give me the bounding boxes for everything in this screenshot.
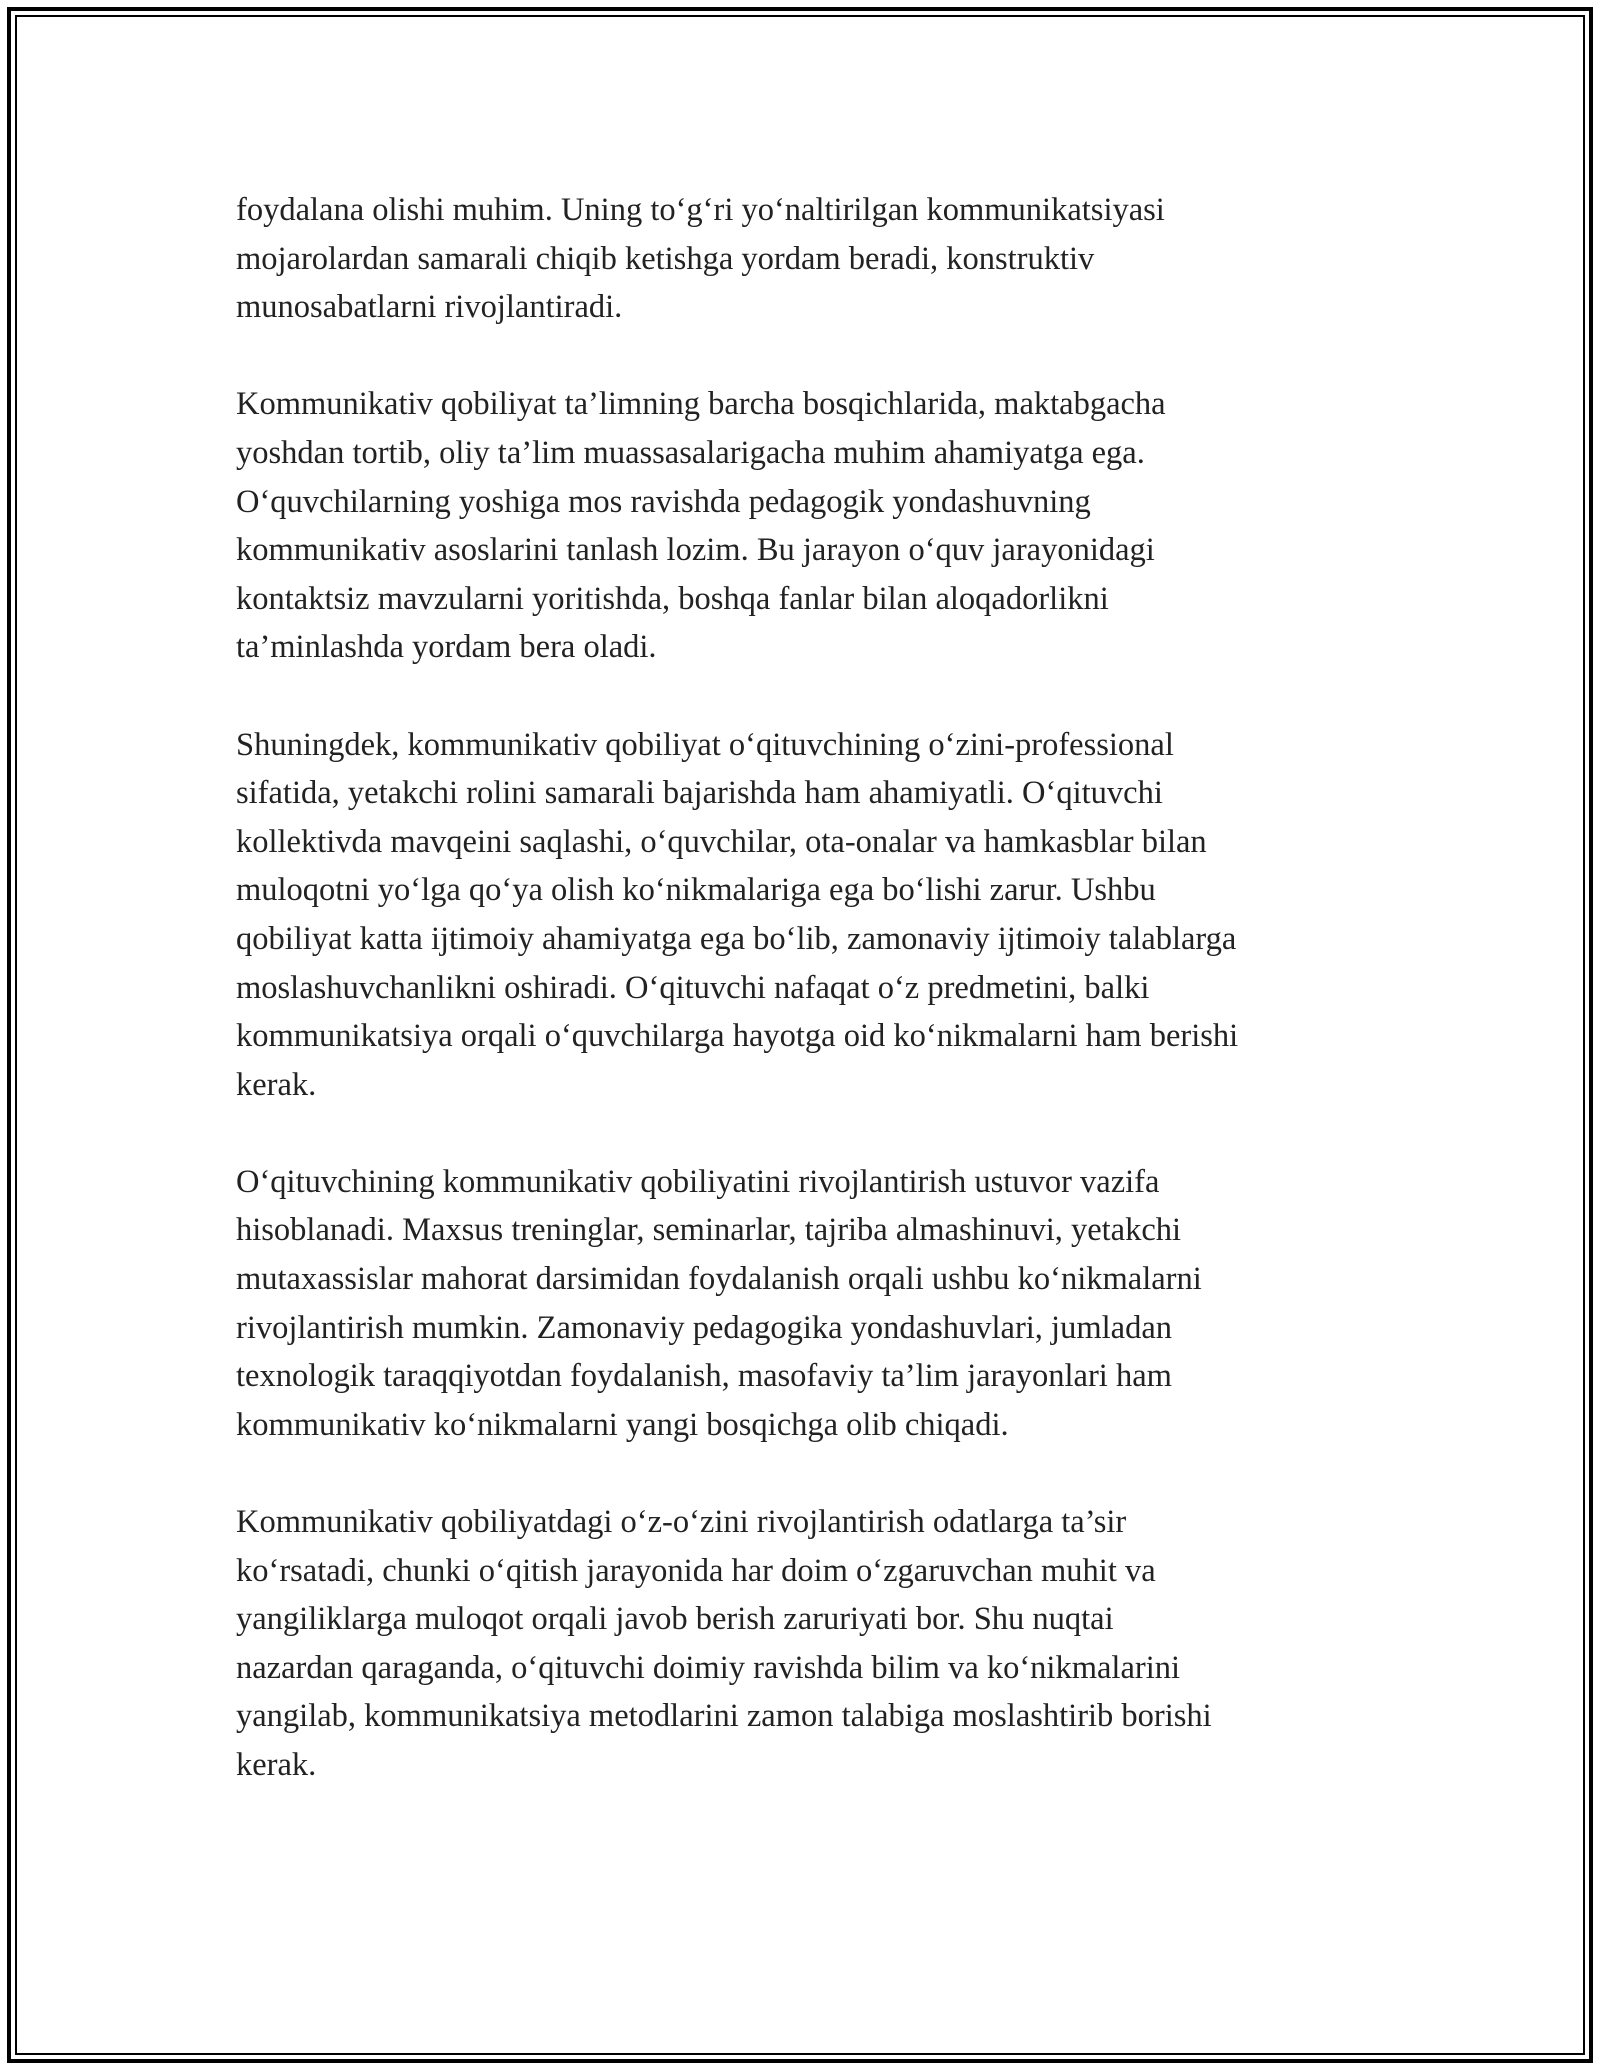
text-line: mutaxassislar mahorat darsimidan foydalanish orqali ushbu ko‘nikmalarni [236,1261,1202,1298]
text-line: mojarolardan samarali chiqib ketishga yordam beradi, konstruktiv [236,240,1095,277]
text-line: qobiliyat katta ijtimoiy ahamiyatga ega bo‘lib, zamonaviy ijtimoiy talablarga [236,920,1237,957]
text-line: kontaktsiz mavzularni yoritishda, boshqa fanlar bilan aloqadorlikni [236,580,1109,617]
paragraph-5 [236,1498,1376,1790]
text-line: Kommunikativ qobiliyatdagi o‘z-o‘zini rivojlantirish odatlarga ta’sir [236,1504,1127,1541]
document-body [236,186,1376,1838]
text-line: O‘quvchilarning yoshiga mos ravishda pedagogik yondashuvning [236,483,1091,520]
text-line: kommunikativ ko‘nikmalarni yangi bosqichga olib chiqadi. [236,1406,1009,1443]
paragraph-1 [236,186,1376,332]
paragraph-4 [236,1158,1376,1450]
paragraph-2 [236,380,1376,672]
text-line: nazardan qaraganda, o‘qituvchi doimiy ravishda bilim va ko‘nikmalarini [236,1649,1181,1686]
text-line: muloqotni yo‘lga qo‘ya olish ko‘nikmalariga ega bo‘lishi zarur. Ushbu [236,872,1156,909]
text-line: kerak. [236,1747,317,1783]
text-line: rivojlantirish mumkin. Zamonaviy pedagogika yondashuvlari, jumladan [236,1309,1172,1346]
text-line: ta’minlashda yordam bera oladi. [236,629,657,666]
text-line: kommunikatsiya orqali o‘quvchilarga hayotga oid ko‘nikmalarni ham berishi [236,1018,1239,1055]
text-line: yangiliklarga muloqot orqali javob berish zaruriyati bor. Shu nuqtai [236,1601,1114,1638]
text-line: foydalana olishi muhim. Uning to‘g‘ri yo‘naltirilgan kommunikatsiyasi [236,192,1165,228]
text-line: kerak. [236,1066,317,1103]
text-line: Kommunikativ qobiliyat ta’limning barcha bosqichlarida, maktabgacha [236,386,1166,423]
text-line: texnologik taraqqiyotdan foydalanish, masofaviy ta’lim jarayonlari ham [236,1358,1172,1395]
text-line: yoshdan tortib, oliy ta’lim muassasalarigacha muhim ahamiyatga ega. [236,434,1145,471]
text-line: Shuningdek, kommunikativ qobiliyat o‘qituvchining o‘zini-professional [236,726,1174,763]
paragraph-3 [236,721,1376,1110]
text-line: moslashuvchanlikni oshiradi. O‘qituvchi nafaqat o‘z predmetini, balki [236,969,1150,1006]
text-line: ko‘rsatadi, chunki o‘qitish jarayonida har doim o‘zgaruvchan muhit va [236,1552,1156,1589]
text-line: yangilab, kommunikatsiya metodlarini zamon talabiga moslashtirib borishi [236,1698,1212,1735]
text-line: munosabatlarni rivojlantiradi. [236,289,623,326]
text-line: hisoblanadi. Maxsus treninglar, seminarlar, tajriba almashinuvi, yetakchi [236,1212,1182,1249]
text-line: kommunikativ asoslarini tanlash lozim. Bu jarayon o‘quv jarayonidagi [236,532,1155,569]
text-line: kollektivda mavqeini saqlashi, o‘quvchilar, ota-onalar va hamkasblar bilan [236,823,1207,860]
text-line: O‘qituvchining kommunikativ qobiliyatini rivojlantirish ustuvor vazifa [236,1163,1160,1200]
text-line: sifatida, yetakchi rolini samarali bajarishda ham ahamiyatli. O‘qituvchi [236,775,1163,812]
